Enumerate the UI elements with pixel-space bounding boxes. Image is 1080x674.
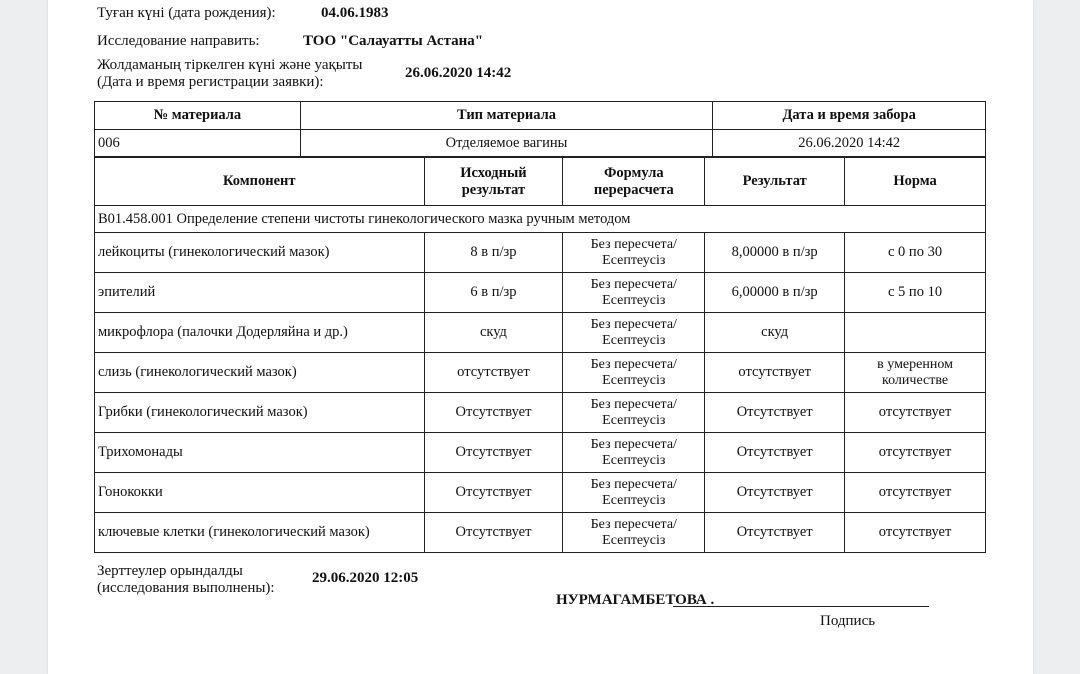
header-initial-result: Исходный результат: [424, 158, 563, 206]
material-type: Отделяемое вагины: [300, 130, 712, 157]
initial-result: Отсутствует: [424, 393, 563, 433]
table-row: [95, 513, 986, 553]
registration-value: 26.06.2020 14:42: [405, 65, 512, 81]
norm-value: отсутствует: [845, 473, 986, 513]
table-row: [95, 353, 986, 393]
initial-result: скуд: [424, 313, 563, 353]
table-row: [95, 393, 986, 433]
formula: Без пересчета/ Есептеусіз: [563, 313, 705, 353]
initial-result: Отсутствует: [424, 513, 563, 553]
material-table: [94, 101, 986, 157]
norm-value: в умеренном количестве: [845, 353, 986, 393]
birth-date-value: 04.06.1983: [321, 5, 389, 21]
result-value: Отсутствует: [705, 513, 845, 553]
norm-value: с 0 по 30: [845, 233, 986, 273]
initial-result: 6 в п/зр: [424, 273, 563, 313]
component-name: микрофлора (палочки Додерляйна и др.): [95, 313, 425, 353]
table-row: [95, 273, 986, 313]
formula: Без пересчета/ Есептеусіз: [563, 353, 705, 393]
header-material-type: Тип материала: [300, 102, 712, 130]
send-to-label: Исследование направить:: [97, 33, 260, 49]
header-norm: Норма: [845, 158, 986, 206]
header-collection-date: Дата и время забора: [713, 102, 986, 130]
header-component: Компонент: [95, 158, 425, 206]
completed-value: 29.06.2020 12:05: [312, 570, 419, 586]
initial-result: Отсутствует: [424, 473, 563, 513]
header-result: Результат: [705, 158, 845, 206]
result-value: Отсутствует: [705, 393, 845, 433]
norm-value: с 5 по 10: [845, 273, 986, 313]
component-name: эпителий: [95, 273, 425, 313]
birth-date-label: Туған күні (дата рождения):: [97, 5, 276, 21]
table-row: [95, 233, 986, 273]
component-name: слизь (гинекологический мазок): [95, 353, 425, 393]
registration-label-ru: (Дата и время регистрации заявки):: [97, 74, 324, 90]
component-name: ключевые клетки (гинекологический мазок): [95, 513, 425, 553]
table-row: [95, 433, 986, 473]
initial-result: отсутствует: [424, 353, 563, 393]
result-value: скуд: [705, 313, 845, 353]
component-name: Грибки (гинекологический мазок): [95, 393, 425, 433]
formula: Без пересчета/ Есептеусіз: [563, 473, 705, 513]
section-title: B01.458.001 Определение степени чистоты гинекологического мазка ручным методом: [95, 206, 986, 233]
result-value: Отсутствует: [705, 473, 845, 513]
completed-label-ru: (исследования выполнены):: [97, 580, 275, 596]
signature-label: Подпись: [820, 613, 876, 629]
header-material-number: № материала: [95, 102, 301, 130]
norm-value: отсутствует: [845, 513, 986, 553]
formula: Без пересчета/ Есептеусіз: [563, 233, 705, 273]
send-to-value: ТОО "Салауатты Астана": [303, 33, 484, 49]
collection-date: 26.06.2020 14:42: [713, 130, 986, 157]
material-number: 006: [95, 130, 301, 157]
table-row: [95, 313, 986, 353]
signature-line: [673, 606, 929, 607]
component-name: Трихомонады: [95, 433, 425, 473]
doctor-name: НУРМАГАМБЕТОВА .: [556, 592, 715, 608]
formula: Без пересчета/ Есептеусіз: [563, 513, 705, 553]
header-formula: Формула перерасчета: [563, 158, 705, 206]
initial-result: 8 в п/зр: [424, 233, 563, 273]
norm-value: [845, 313, 986, 353]
result-value: 6,00000 в п/зр: [705, 273, 845, 313]
result-value: Отсутствует: [705, 433, 845, 473]
component-name: лейкоциты (гинекологический мазок): [95, 233, 425, 273]
registration-label-kz: Жолдаманың тіркелген күні және уақыты: [97, 57, 363, 73]
result-value: 8,00000 в п/зр: [705, 233, 845, 273]
formula: Без пересчета/ Есептеусіз: [563, 273, 705, 313]
results-table: [94, 157, 986, 553]
norm-value: отсутствует: [845, 393, 986, 433]
table-row: [95, 473, 986, 513]
formula: Без пересчета/ Есептеусіз: [563, 393, 705, 433]
result-value: отсутствует: [705, 353, 845, 393]
completed-label-kz: Зерттеулер орындалды: [97, 563, 243, 579]
formula: Без пересчета/ Есептеусіз: [563, 433, 705, 473]
component-name: Гонококки: [95, 473, 425, 513]
norm-value: отсутствует: [845, 433, 986, 473]
initial-result: Отсутствует: [424, 433, 563, 473]
